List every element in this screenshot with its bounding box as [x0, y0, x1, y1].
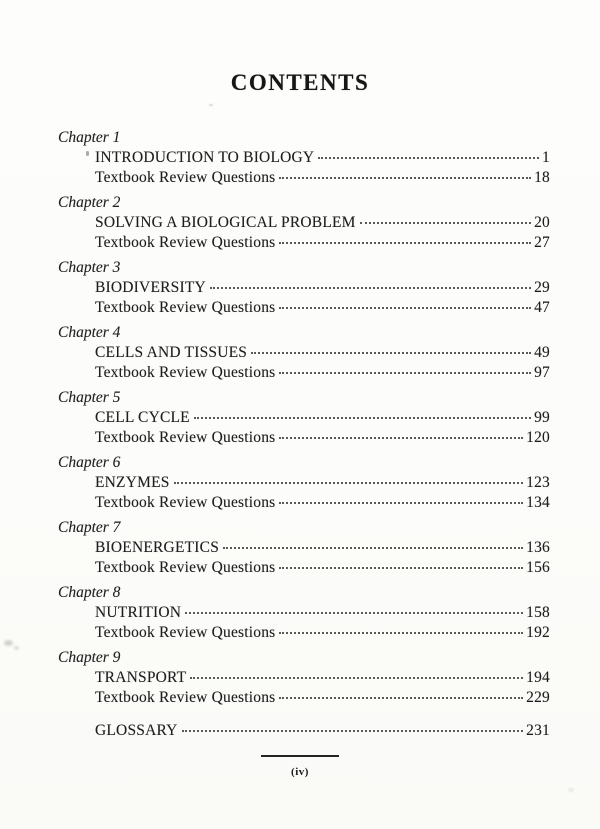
dot-leader	[279, 502, 523, 504]
chapter-block	[58, 193, 550, 253]
chapter-block	[58, 258, 550, 318]
footer-rule	[261, 755, 339, 757]
chapter-entries	[58, 343, 550, 383]
entry-page-number: 99	[534, 409, 550, 426]
entry-label: NUTRITION	[95, 604, 182, 621]
chapter-block	[58, 648, 550, 708]
dot-leader	[174, 482, 524, 484]
chapter-heading: Chapter 6	[58, 454, 121, 471]
entry-label: Textbook Review Questions	[95, 234, 276, 251]
chapter-entries	[58, 538, 550, 578]
scan-speck	[14, 646, 19, 650]
scan-speck	[4, 640, 13, 646]
chapter-heading: Chapter 7	[58, 519, 121, 536]
chapter-entries	[58, 668, 550, 708]
entry-label: Textbook Review Questions	[95, 364, 276, 381]
dot-leader	[185, 612, 523, 614]
page-footer	[0, 755, 600, 778]
dot-leader	[318, 157, 539, 159]
entry-label: Textbook Review Questions	[95, 429, 276, 446]
chapter-block	[58, 518, 550, 578]
toc-entry	[95, 233, 550, 253]
dot-leader	[279, 632, 523, 634]
toc-entry	[95, 473, 550, 493]
entry-page-number: 136	[526, 539, 550, 556]
chapter-entries	[58, 603, 550, 643]
entry-label: TRANSPORT	[95, 669, 187, 686]
chapter-entries	[58, 213, 550, 253]
page-number-footer: (iv)	[291, 766, 309, 778]
chapter-entries	[58, 473, 550, 513]
entry-page-number: 134	[526, 494, 550, 511]
chapter-heading: Chapter 2	[58, 194, 121, 211]
entry-label: CELLS AND TISSUES	[95, 344, 248, 361]
chapter-entries	[58, 408, 550, 448]
entry-page-number: 194	[526, 669, 550, 686]
chapter-block	[58, 323, 550, 383]
toc-entry	[95, 623, 550, 643]
toc-entry	[95, 298, 550, 318]
chapter-block	[58, 453, 550, 513]
dot-leader	[279, 567, 523, 569]
chapter-heading: Chapter 8	[58, 584, 121, 601]
chapter-heading: Chapter 9	[58, 649, 121, 666]
toc-entry	[95, 213, 550, 233]
entry-page-number: 156	[526, 559, 550, 576]
dot-leader	[279, 372, 531, 374]
entry-page-number: 47	[534, 299, 550, 316]
entry-page-number: 20	[534, 214, 550, 231]
toc-entry	[95, 668, 550, 688]
entry-label: INTRODUCTION TO BIOLOGY	[95, 149, 315, 166]
dot-leader	[223, 547, 523, 549]
dot-leader	[182, 730, 524, 732]
toc-entry	[95, 363, 550, 383]
dot-leader	[279, 307, 531, 309]
entry-page-number: 97	[534, 364, 550, 381]
entry-label: GLOSSARY	[95, 722, 178, 739]
chapter-entries	[58, 148, 550, 188]
dot-leader	[360, 222, 531, 224]
chapter-block	[58, 583, 550, 643]
entry-label: BIOENERGETICS	[95, 539, 220, 556]
toc-entry	[95, 168, 550, 188]
chapter-heading: Chapter 3	[58, 259, 121, 276]
dot-leader	[190, 677, 523, 679]
entry-label: ENZYMES	[95, 474, 170, 491]
entry-label: Textbook Review Questions	[95, 494, 276, 511]
entry-page-number: 120	[526, 429, 550, 446]
dot-leader	[279, 242, 531, 244]
entry-page-number: 123	[526, 474, 550, 491]
entry-page-number: 29	[534, 279, 550, 296]
chapter-block	[58, 388, 550, 448]
dot-leader	[279, 177, 531, 179]
scan-speck	[86, 151, 89, 156]
toc-entry	[95, 721, 550, 741]
toc-entry	[95, 558, 550, 578]
dot-leader	[210, 287, 531, 289]
toc-entry	[95, 148, 550, 168]
entry-label: Textbook Review Questions	[95, 299, 276, 316]
entry-page-number: 18	[534, 169, 550, 186]
chapter-heading: Chapter 1	[58, 129, 121, 146]
toc-entry	[95, 603, 550, 623]
dot-leader	[279, 697, 523, 699]
entry-page-number: 192	[526, 624, 550, 641]
scan-speck	[568, 788, 574, 792]
toc-entry	[95, 278, 550, 298]
toc-entry	[95, 493, 550, 513]
page-title: CONTENTS	[230, 70, 370, 95]
dot-leader	[279, 437, 523, 439]
entry-page-number: 231	[526, 722, 550, 739]
entry-label: Textbook Review Questions	[95, 689, 276, 706]
entry-label: Textbook Review Questions	[95, 169, 276, 186]
entry-page-number: 27	[534, 234, 550, 251]
dot-leader	[194, 417, 531, 419]
chapter-heading: Chapter 5	[58, 389, 121, 406]
entry-label: CELL CYCLE	[95, 409, 190, 426]
entry-label: BIODIVERSITY	[95, 279, 206, 296]
dot-leader	[251, 352, 531, 354]
scan-speck	[209, 104, 213, 106]
toc-list	[58, 128, 550, 708]
entry-label: SOLVING A BIOLOGICAL PROBLEM	[95, 214, 356, 231]
toc-entry	[95, 428, 550, 448]
entry-page-number: 1	[542, 149, 550, 166]
entry-page-number: 158	[526, 604, 550, 621]
entry-label: Textbook Review Questions	[95, 559, 276, 576]
chapter-block	[58, 128, 550, 188]
toc-entry	[95, 343, 550, 363]
entry-page-number: 49	[534, 344, 550, 361]
chapter-heading: Chapter 4	[58, 324, 121, 341]
entry-label: Textbook Review Questions	[95, 624, 276, 641]
back-matter	[95, 721, 550, 741]
chapter-entries	[58, 278, 550, 318]
entry-page-number: 229	[526, 689, 550, 706]
toc-entry	[95, 688, 550, 708]
toc-entry	[95, 408, 550, 428]
toc-entry	[95, 538, 550, 558]
